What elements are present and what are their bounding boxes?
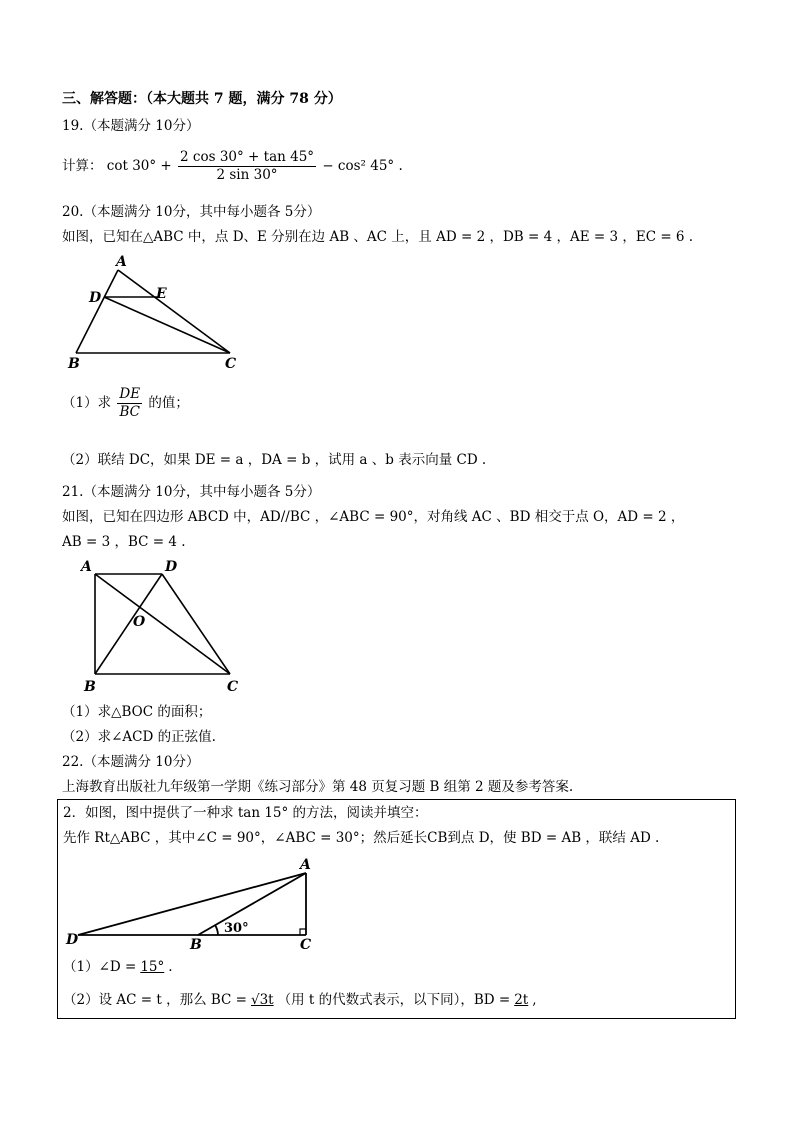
q22-figure [62,855,332,955]
q21-stem-line2: AB = 3 ，BC = 4 . [62,534,186,550]
q22-part1-prefix: （1）∠D = [63,959,137,975]
q22-part1 [63,958,173,976]
q20-label-c: C [225,356,237,372]
q22-label-d: D [66,932,79,948]
q21-diagonal-ac [95,574,230,674]
q20-label-b: B [68,356,80,372]
q20-part1-fraction [117,386,142,421]
q22-segment-ad [78,873,306,935]
q22-part1-suffix: . [168,959,173,975]
q22-label-c: C [300,937,312,953]
q21-label-c: C [227,679,239,695]
q20-figure [62,250,262,375]
q20-part1 [62,384,189,422]
q22-part2 [63,991,537,1009]
q21-label-d: D [165,559,178,575]
q19-fraction [178,149,316,184]
q22-box-line2: 先作 Rt△ABC ，其中∠C = 90°，∠ABC = 30°；然后延长CB到点 D，使 BD = AB ，联结 AD . [63,830,660,846]
q22-header: 22.（本题满分 10分） [62,754,200,770]
q22-part1-answer: 15° [140,959,165,975]
q22-angle-arc [215,925,218,935]
q22-part2-mid: （用 t 的代数式表示，以下同），BD = [277,992,511,1008]
q19-numerator: 2 cos 30° + tan 45° [180,149,315,165]
q21-label-b: B [84,679,96,695]
q22-label-b: B [190,937,202,953]
q22-box-line1: 2．如图，图中提供了一种求 tan 15° 的方法，阅读并填空： [63,805,428,821]
q21-label-o: O [133,614,146,630]
q21-part1: （1）求△BOC 的面积； [62,704,212,720]
q19-prefix: 计算： [62,158,103,174]
q20-part1-numerator: DE [119,386,141,402]
q22-source: 上海教育出版社九年级第一学期《练习部分》第 48 页复习题 B 组第 2 题及参考答案. [62,779,574,795]
q19-denominator: 2 sin 30° [216,167,278,183]
q20-part2: （2）联结 DC，如果 DE = a ，DA = b ，试用 a 、b 表示向量 CD . [62,452,487,468]
q22-part2-prefix: （2）设 AC = t ，那么 BC = [63,992,247,1008]
q22-part2-answer1: √3t [250,992,274,1008]
q21-stem-line1: 如图，已知在四边形 ABCD 中，AD//BC ，∠ABC = 90°，对角线 AC 、BD 相交于点 O，AD = 2 ， [62,509,685,525]
q21-label-a: A [81,559,92,575]
q20-header: 20.（本题满分 10分，其中每小题各 5分） [62,204,321,220]
section-heading: 三、解答题：（本大题共 7 题，满分 78 分） [62,91,342,107]
q21-edge-dc [162,574,230,674]
q20-label-e: E [156,286,167,302]
q20-label-d: D [89,290,102,306]
q22-label-a: A [300,857,311,873]
q19-header: 19.（本题满分 10分） [62,118,200,134]
q22-angle-label: 30° [224,921,249,936]
q22-part2-suffix: , [532,992,537,1008]
q21-figure [75,555,250,695]
q22-part2-answer2: 2t [514,992,529,1008]
q20-part1-prefix: （1）求 [62,395,112,411]
q22-edge-ab [198,873,306,935]
q20-label-a: A [116,254,127,270]
q21-part2: （2）求∠ACD 的正弦值. [62,729,216,745]
q19-tail: − cos² 45° . [322,158,403,174]
q20-stem: 如图，已知在△ABC 中，点 D、E 分别在边 AB 、AC 上，且 AD = 2 ，DB = 4 ，AE = 3 ，EC = 6 . [62,229,694,245]
q20-edge-ab [76,270,118,353]
q21-diagonal-bd [95,574,162,674]
q19-term1: cot 30° + [106,158,172,174]
q20-part1-suffix: 的值； [148,395,189,411]
q20-part1-denominator: BC [119,404,140,420]
q21-header: 21.（本题满分 10分，其中每小题各 5分） [62,484,321,500]
q19-expression [62,146,403,186]
